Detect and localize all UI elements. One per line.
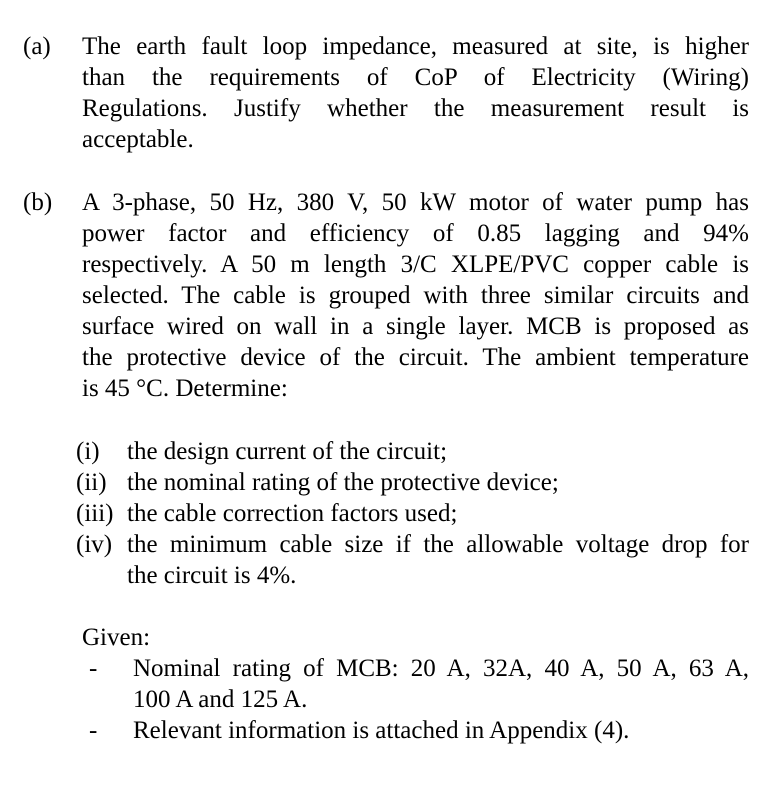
- part-a-line-3: Regulations. Justify whether the measurement result is: [82, 95, 749, 122]
- item-iv-label: (iv): [76, 531, 113, 558]
- given-title: Given:: [82, 624, 151, 651]
- given-bullet-2-marker: -: [89, 717, 98, 744]
- item-i-label: (i): [76, 438, 100, 465]
- item-ii-label: (ii): [76, 469, 107, 496]
- item-ii-text: the nominal rating of the protective device;: [127, 469, 559, 496]
- part-b-line-2: power factor and efficiency of 0.85 lagging and 94%: [82, 220, 749, 247]
- part-b-text: [82, 187, 749, 404]
- part-b-label: (b): [23, 189, 53, 216]
- item-iii-text: the cable correction factors used;: [127, 500, 458, 527]
- part-a-text: [82, 31, 749, 155]
- given-bullet-1-line-2: 100 A and 125 A.: [133, 686, 308, 713]
- part-a-line-4: acceptable.: [82, 126, 194, 153]
- item-iii-label: (iii): [76, 500, 114, 527]
- given-bullet-2-text: Relevant information is attached in Appendix (4).: [133, 717, 630, 744]
- part-a-line-1: The earth fault loop impedance, measured at site, is higher: [82, 33, 749, 60]
- item-iv-text: [127, 529, 749, 591]
- given-bullet-1-text: [133, 653, 749, 715]
- part-b-line-3: respectively. A 50 m length 3/C XLPE/PVC copper cable is: [82, 251, 749, 278]
- part-b-line-5: surface wired on wall in a single layer. MCB is proposed as: [82, 313, 749, 340]
- part-a-label: (a): [23, 33, 51, 60]
- part-b-line-7: is 45 °C. Determine:: [82, 375, 288, 402]
- part-a-line-2: than the requirements of CoP of Electricity (Wiring): [82, 64, 749, 91]
- item-i-text: the design current of the circuit;: [127, 438, 448, 465]
- item-iv-line-2: the circuit is 4%.: [127, 562, 297, 589]
- part-b-line-6: the protective device of the circuit. The ambient temperature: [82, 344, 749, 371]
- part-b-line-1: A 3-phase, 50 Hz, 380 V, 50 kW motor of water pump has: [82, 189, 749, 216]
- given-bullet-1-line-1: Nominal rating of MCB: 20 A, 32A, 40 A, 50 A, 63 A,: [133, 655, 749, 682]
- part-b-line-4: selected. The cable is grouped with three similar circuits and: [82, 282, 749, 309]
- item-iv-line-1: the minimum cable size if the allowable voltage drop for: [127, 531, 749, 558]
- given-bullet-1-marker: -: [89, 655, 98, 682]
